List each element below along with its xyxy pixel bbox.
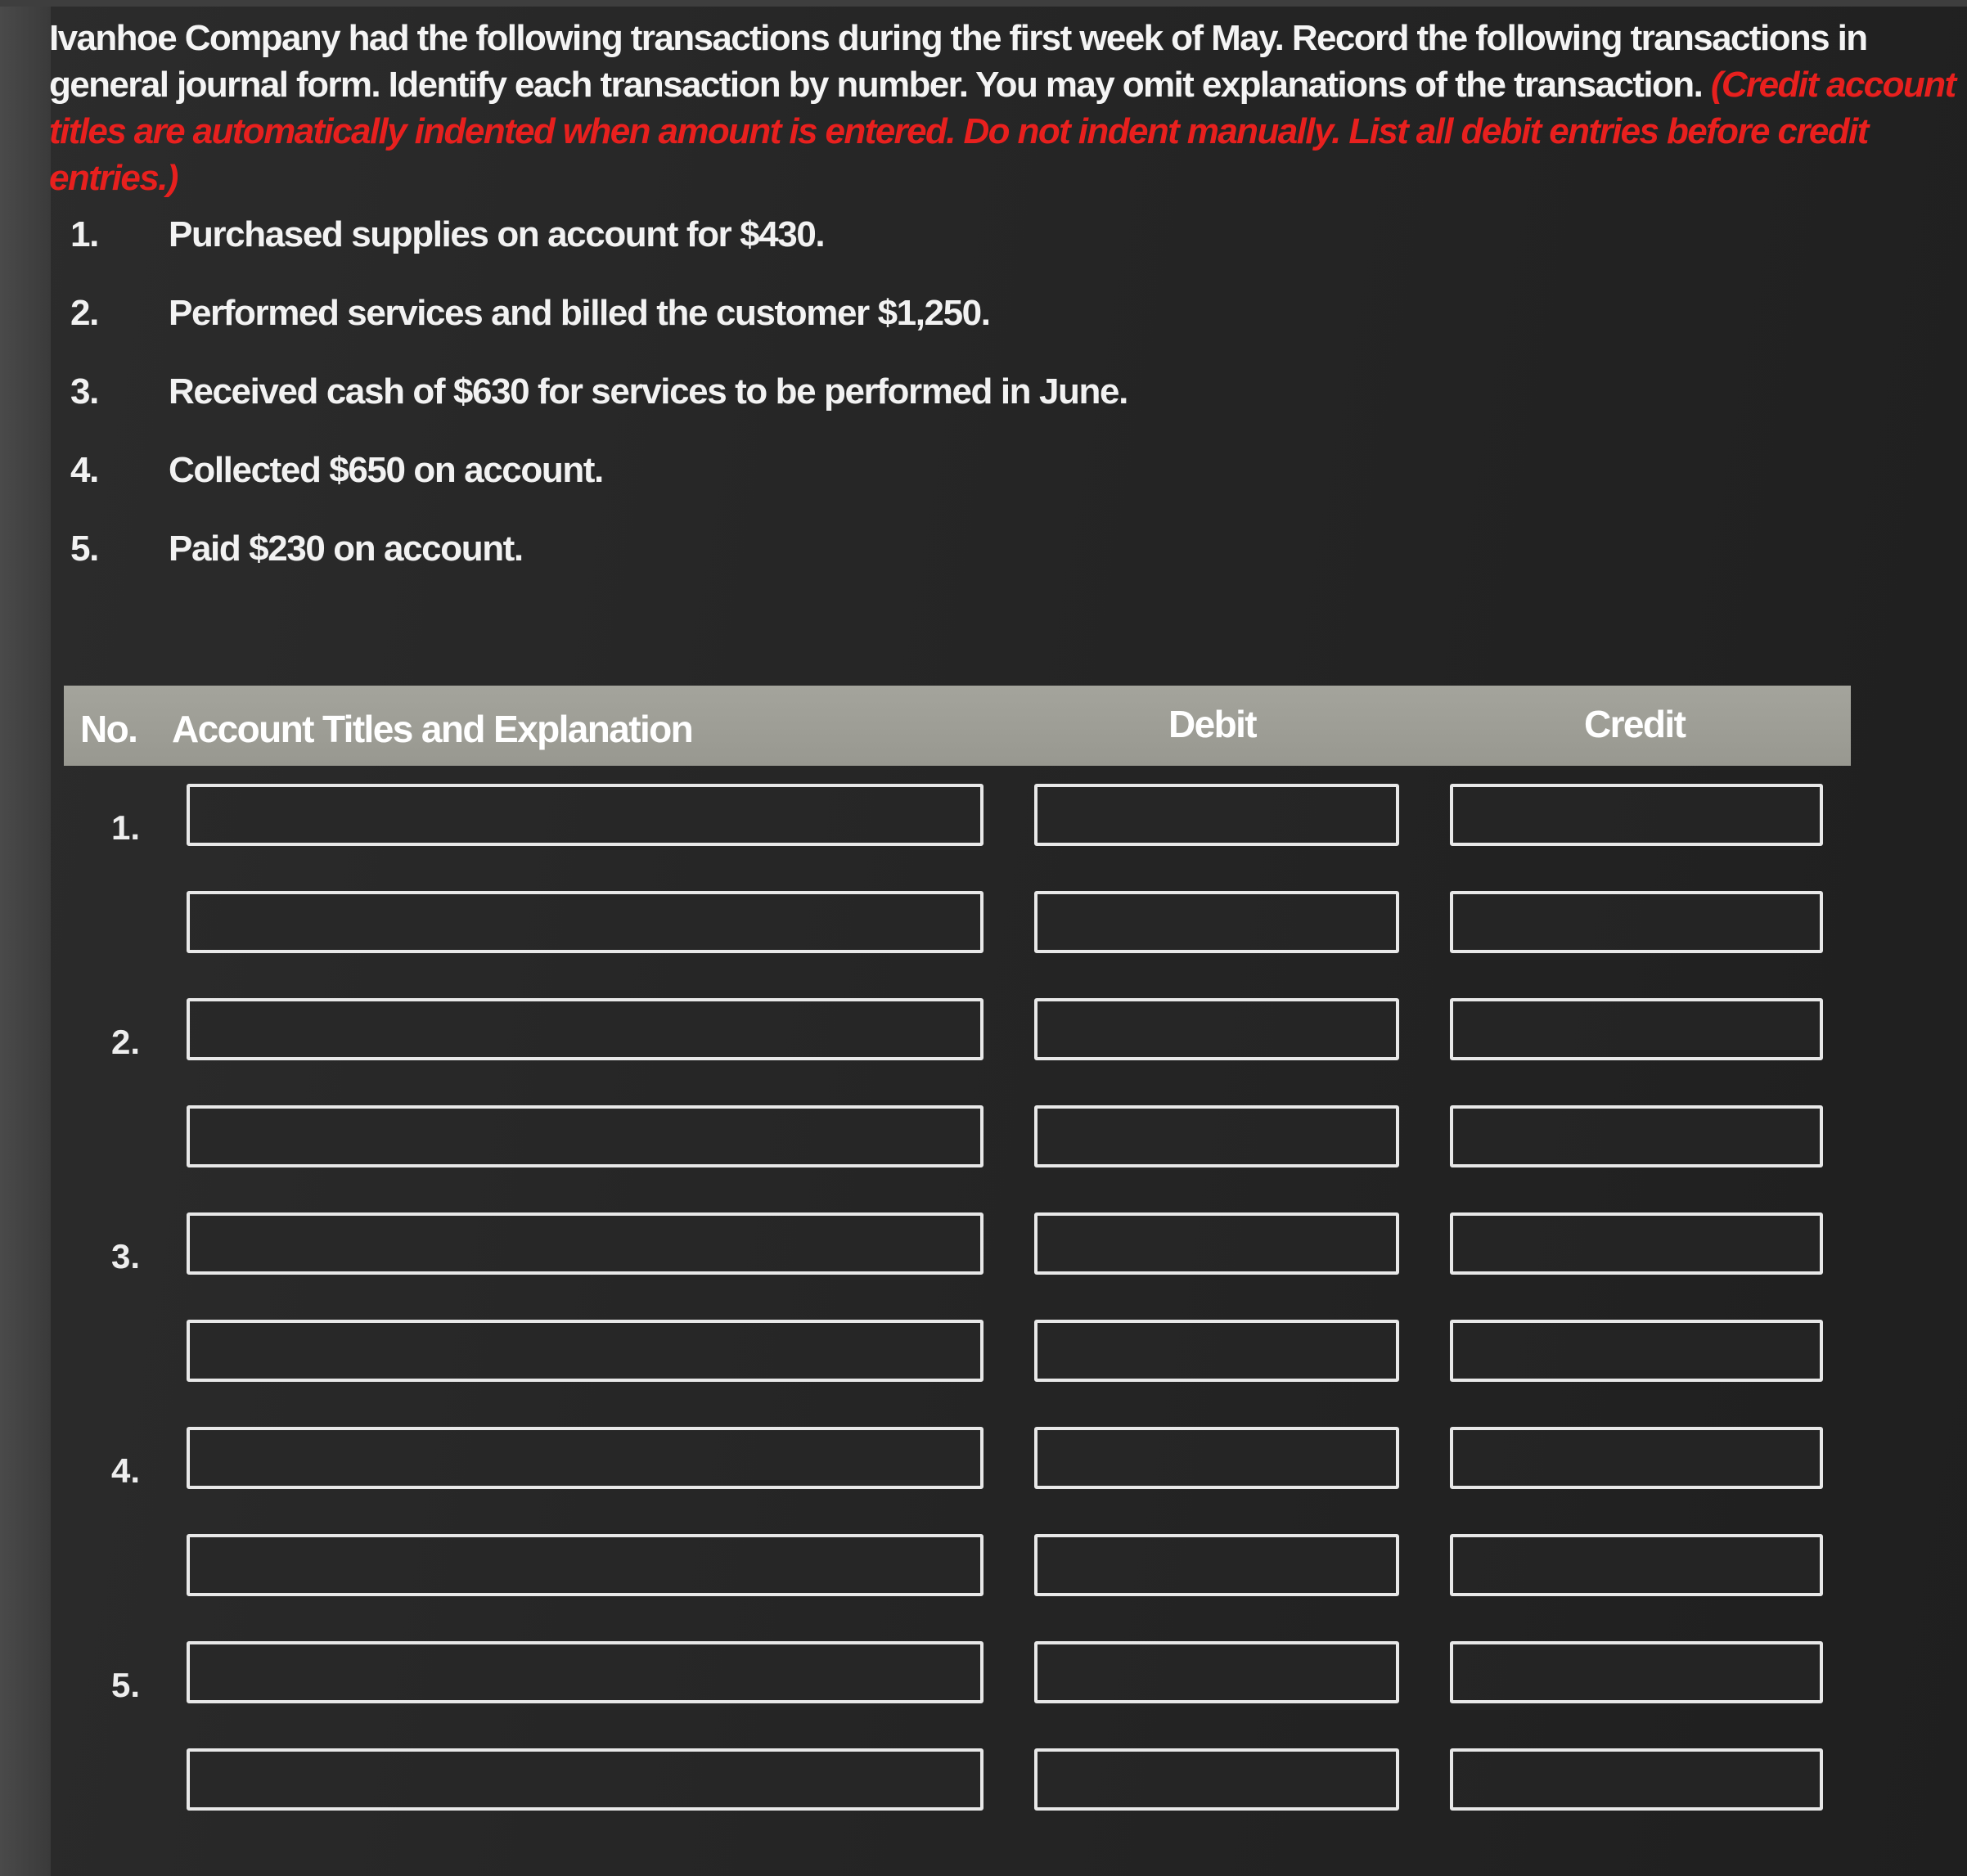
transaction-number: 4. xyxy=(70,450,98,490)
row-number: 4. xyxy=(111,1451,141,1490)
debit-input[interactable] xyxy=(1034,1320,1399,1382)
journal-row xyxy=(64,998,1851,1105)
journal-row xyxy=(64,1105,1851,1212)
account-title-input[interactable] xyxy=(187,784,984,846)
credit-input[interactable] xyxy=(1450,1105,1823,1167)
header-credit: Credit xyxy=(1584,703,1686,745)
account-title-input[interactable] xyxy=(187,1105,984,1167)
transaction-text: Purchased supplies on account for $430. xyxy=(169,214,825,254)
account-title-input[interactable] xyxy=(187,1212,984,1275)
debit-input[interactable] xyxy=(1034,784,1399,846)
account-title-input[interactable] xyxy=(187,1427,984,1489)
debit-input[interactable] xyxy=(1034,1212,1399,1275)
transaction-item xyxy=(70,450,1380,529)
transaction-text: Collected $650 on account. xyxy=(169,450,603,490)
journal-rows xyxy=(64,784,1851,1856)
debit-input[interactable] xyxy=(1034,891,1399,953)
credit-input[interactable] xyxy=(1450,1534,1823,1596)
account-title-input[interactable] xyxy=(187,891,984,953)
transaction-list xyxy=(70,214,1380,607)
account-title-input[interactable] xyxy=(187,1320,984,1382)
debit-input[interactable] xyxy=(1034,1748,1399,1811)
header-debit: Debit xyxy=(1168,703,1257,745)
transaction-number: 1. xyxy=(70,214,98,254)
question-text: Ivanhoe Company had the following transactions during the first week of May. Record the following transactions in general journal form. Identify each transaction by number. You may omit explanations of the transaction. xyxy=(49,18,1867,105)
journal-row xyxy=(64,784,1851,891)
credit-input[interactable] xyxy=(1450,1320,1823,1382)
account-title-input[interactable] xyxy=(187,1748,984,1811)
transaction-number: 2. xyxy=(70,293,98,333)
row-number: 2. xyxy=(111,1023,141,1061)
transaction-number: 3. xyxy=(70,371,98,412)
screen-top-edge xyxy=(0,0,1967,7)
credit-input[interactable] xyxy=(1450,1212,1823,1275)
question-instructions xyxy=(49,15,1964,201)
transaction-item xyxy=(70,529,1380,607)
journal-row xyxy=(64,1427,1851,1534)
credit-input[interactable] xyxy=(1450,891,1823,953)
credit-input[interactable] xyxy=(1450,998,1823,1060)
account-title-input[interactable] xyxy=(187,1534,984,1596)
journal-row xyxy=(64,1320,1851,1427)
header-account-titles: Account Titles and Explanation xyxy=(172,708,693,750)
journal-row xyxy=(64,1748,1851,1856)
transaction-item xyxy=(70,371,1380,450)
journal-row xyxy=(64,1212,1851,1320)
account-title-input[interactable] xyxy=(187,998,984,1060)
credit-input[interactable] xyxy=(1450,1641,1823,1703)
journal-row xyxy=(64,891,1851,998)
credit-input[interactable] xyxy=(1450,1748,1823,1811)
account-title-input[interactable] xyxy=(187,1641,984,1703)
debit-input[interactable] xyxy=(1034,1641,1399,1703)
debit-input[interactable] xyxy=(1034,998,1399,1060)
transaction-item xyxy=(70,293,1380,371)
screen-left-edge xyxy=(0,0,51,1876)
journal-row xyxy=(64,1534,1851,1641)
transaction-text: Performed services and billed the customer $1,250. xyxy=(169,293,990,333)
transaction-number: 5. xyxy=(70,529,98,569)
transaction-text: Paid $230 on account. xyxy=(169,529,523,569)
transaction-item xyxy=(70,214,1380,293)
row-number: 1. xyxy=(111,808,141,847)
debit-input[interactable] xyxy=(1034,1534,1399,1596)
debit-input[interactable] xyxy=(1034,1427,1399,1489)
journal-header-row xyxy=(64,686,1851,766)
journal-row xyxy=(64,1641,1851,1748)
debit-input[interactable] xyxy=(1034,1105,1399,1167)
credit-input[interactable] xyxy=(1450,1427,1823,1489)
transaction-text: Received cash of $630 for services to be performed in June. xyxy=(169,371,1128,412)
row-number: 5. xyxy=(111,1666,141,1704)
header-no: No. xyxy=(80,708,137,750)
question-note: (Credit account titles are automatically indented when amount is entered. Do not indent manually. List all debit entries before credit entries.) xyxy=(49,65,1956,198)
journal-entry-table xyxy=(64,686,1851,1876)
row-number: 3. xyxy=(111,1237,141,1275)
credit-input[interactable] xyxy=(1450,784,1823,846)
